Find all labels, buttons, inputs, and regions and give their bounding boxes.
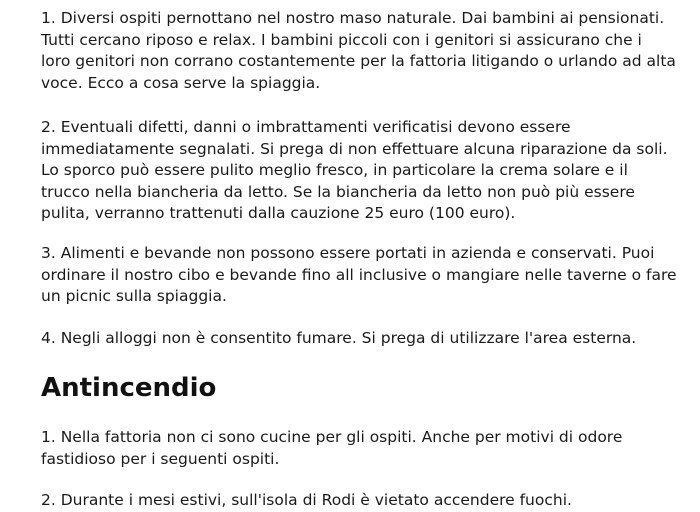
rule-paragraph-1 <box>41 8 676 94</box>
text-line: immediatamente segnalati. Si prega di non effettuare alcuna riparazione da soli. <box>41 139 668 158</box>
text-line: 1. Nella fattoria non ci sono cucine per gli ospiti. Anche per motivi di odore <box>41 428 623 446</box>
text-line: 1. Diversi ospiti pernottano nel nostro maso naturale. Dai bambini ai pensionati. <box>41 9 665 27</box>
section-heading: Antincendio <box>41 373 217 403</box>
text-line: 3. Alimenti e bevande non possono essere portati in azienda e conservati. Puoi <box>41 244 655 262</box>
text-line: 2. Eventuali difetti, danni o imbrattamenti verificatisi devono essere <box>41 118 571 136</box>
text-line: trucco nella biancheria da letto. Se la biancheria da letto non può più essere <box>41 182 635 201</box>
text-line: fastidioso per i seguenti ospiti. <box>41 449 280 468</box>
text-line: ordinare il nostro cibo e bevande fino all inclusive o mangiare nelle taverne o fare <box>41 265 677 284</box>
text-line: pulita, verranno trattenuti dalla cauzione 25 euro (100 euro). <box>41 204 516 222</box>
text-line: 2. Durante i mesi estivi, sull'isola di Rodi è vietato accendere fuochi. <box>41 491 572 509</box>
text-line: voce. Ecco a cosa serve la spiaggia. <box>41 73 321 92</box>
text-line: Tutti cercano riposo e relax. I bambini piccoli con i genitori si assicurano che i <box>41 30 642 49</box>
text-line: Lo sporco può essere pulito meglio fresco, in particolare la crema solare e il <box>41 161 628 179</box>
text-line: 4. Negli alloggi non è consentito fumare. Si prega di utilizzare l'area esterna. <box>41 329 637 347</box>
fire-rule-paragraph-1 <box>41 427 622 470</box>
rule-paragraph-3 <box>41 243 677 308</box>
rule-paragraph-4 <box>41 328 636 350</box>
text-line: loro genitori non corrano costantemente per la fattoria litigando o urlando ad alta <box>41 52 676 70</box>
text-line: un picnic sulla spiaggia. <box>41 287 227 305</box>
rule-paragraph-2 <box>41 117 668 225</box>
fire-rule-paragraph-2 <box>41 490 572 512</box>
